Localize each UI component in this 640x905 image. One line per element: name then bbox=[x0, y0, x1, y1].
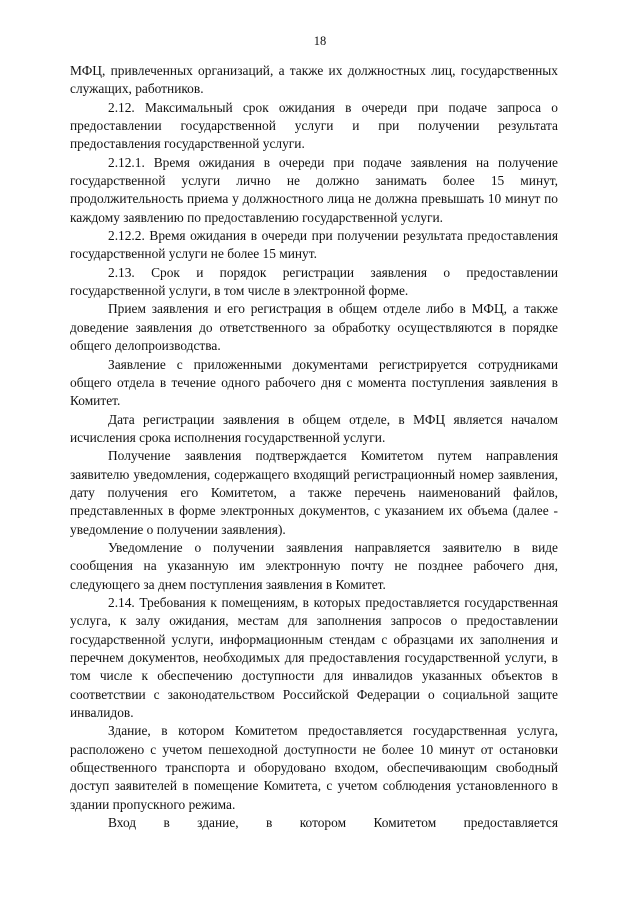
paragraph-entrance: Вход в здание, в котором Комитетом предоставляется bbox=[108, 815, 558, 831]
paragraph-receipt-confirmation: Получение заявления подтверждается Комитетом путем направления заявителю уведомления, содержащего входящий регистрационный номер заявления, дату получения его Комитетом, а также перечень наименований файлов, представленных в форме электронных документов, с указанием их объема (далее - уведомление о получении заявления). bbox=[70, 448, 558, 537]
paragraph-registration-date: Дата регистрации заявления в общем отделе, в МФЦ является началом исчисления срока исполнения государственной услуги. bbox=[70, 411, 558, 445]
paragraph-2-12: 2.12. Максимальный срок ожидания в очереди при подаче запроса о предоставлении государственной услуги и при получении результата предоставления государственной услуги. bbox=[70, 99, 558, 152]
page-number: 18 bbox=[313, 34, 327, 48]
paragraph-continuation: МФЦ, привлеченных организаций, а также их должностных лиц, государственных служащих, работников. bbox=[70, 63, 558, 97]
paragraph-registration: Прием заявления и его регистрация в общем отделе либо в МФЦ, а также доведение заявления до ответственного за обработку осуществляются в порядке общего делопроизводства. bbox=[70, 301, 558, 354]
paragraph-receipt-notification: Уведомление о получении заявления направляется заявителю в виде сообщения на указанную им электронную почту не позднее рабочего дня, следующего за днем поступления заявления в Комитет. bbox=[70, 539, 558, 592]
paragraph-building: Здание, в котором Комитетом предоставляется государственная услуга, расположено с учетом пешеходной доступности не более 10 минут от остановки общественного транспорта и оборудовано входом, обеспечивающим свободный доступ заявителей в помещение Комитета, с учетом соблюдения установленного в здании пропускного режима. bbox=[70, 723, 558, 812]
paragraph-2-12-2: 2.12.2. Время ожидания в очереди при получении результата предоставления государственной услуги не более 15 минут. bbox=[70, 228, 558, 262]
paragraph-2-12-1: 2.12.1. Время ожидания в очереди при подаче заявления на получение государственной услуги лично не должно занимать более 15 минут, продолжительность приема у должностного лица не должна превышать 10 минут по каждому заявлению по предоставлению государственной услуги. bbox=[70, 154, 558, 225]
paragraph-2-14: 2.14. Требования к помещениям, в которых предоставляется государственная услуга, к залу ожидания, местам для заполнения запросов о предоставлении государственной услуги, информационным стендам с образцами их заполнения и перечнем документов, необходимых для предоставления государственной услуги, в том числе к обеспечению доступности для инвалидов указанных объектов в соответствии с законодательством Российской Федерации о социальной защите инвалидов. bbox=[70, 594, 558, 721]
document-body bbox=[70, 62, 558, 832]
paragraph-2-13: 2.13. Срок и порядок регистрации заявления о предоставлении государственной услуги, в том числе в электронной форме. bbox=[70, 264, 558, 299]
paragraph-registration-deadline: Заявление с приложенными документами регистрируется сотрудниками общего отдела в течение одного рабочего дня с момента поступления заявления в Комитет. bbox=[70, 356, 558, 409]
